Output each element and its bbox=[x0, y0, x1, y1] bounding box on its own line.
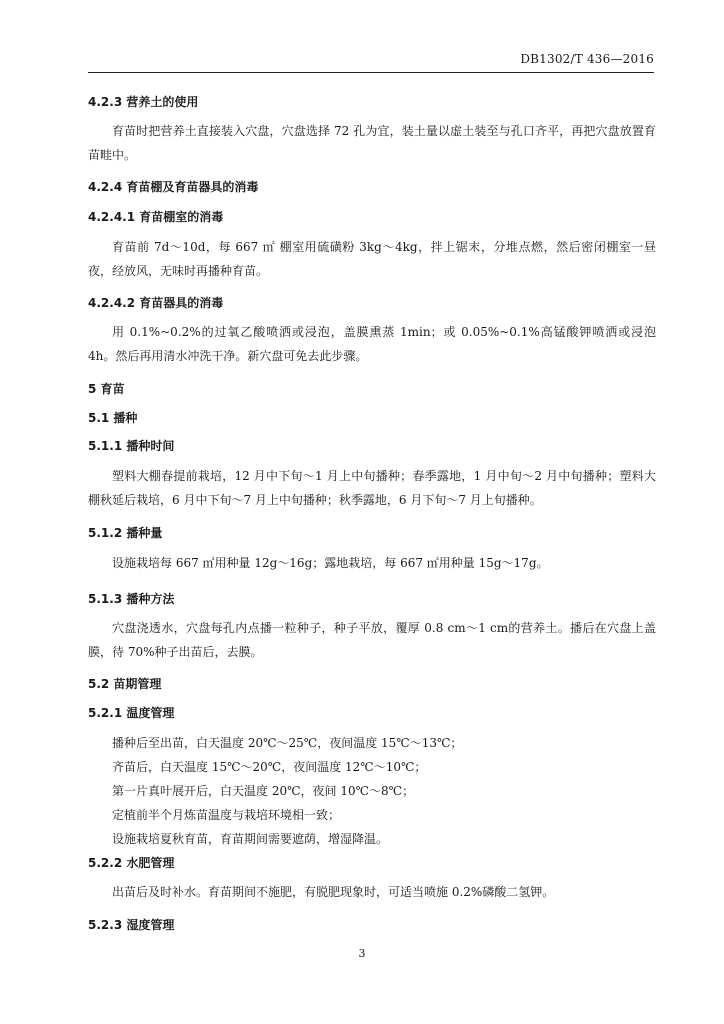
list-item: 第一片真叶展开后，白天温度 20℃，夜间 10℃～8℃； bbox=[112, 784, 415, 798]
heading-4-2-4: 4.2.4 育苗棚及育苗器具的消毒 bbox=[88, 180, 259, 194]
list-item: 定植前半个月炼苗温度与栽培环境相一致； bbox=[112, 808, 341, 822]
paragraph-5-1-1: 塑料大棚春提前栽培，12 月中下旬～1 月上中旬播种；春季露地，1 月中旬～2 月中旬播种；塑料大棚秋延后栽培，6 月中下旬～7 月上中旬播种；秋季露地，6 月下旬～7 月上旬播种。 bbox=[88, 469, 656, 507]
document-code: DB1302/T 436—2016 bbox=[520, 52, 654, 66]
page-number: 3 bbox=[358, 947, 366, 960]
heading-5-1: 5.1 播种 bbox=[88, 411, 138, 425]
paragraph-4-2-3: 育苗时把营养土直接装入穴盘，穴盘选择 72 孔为宜，装土量以虚土装至与孔口齐平，再把穴盘放置育苗畦中。 bbox=[88, 124, 656, 162]
list-item: 播种后至出苗，白天温度 20℃～25℃，夜间温度 15℃～13℃； bbox=[112, 736, 463, 750]
temperature-list bbox=[88, 731, 656, 851]
heading-4-2-4-2: 4.2.4.2 育苗器具的消毒 bbox=[88, 296, 224, 310]
heading-5-2-3: 5.2.3 湿度管理 bbox=[88, 918, 175, 932]
header-rule bbox=[88, 72, 654, 73]
paragraph-5-1-2: 设施栽培每 667 ㎡用种量 12g～16g；露地栽培，每 667 ㎡用种量 15g～17g。 bbox=[112, 556, 549, 570]
list-item: 设施栽培夏秋育苗，育苗期间需要遮荫，增湿降温。 bbox=[112, 832, 389, 846]
heading-5-2-2: 5.2.2 水肥管理 bbox=[88, 856, 175, 870]
heading-5-2: 5.2 苗期管理 bbox=[88, 677, 162, 691]
heading-5-2-1: 5.2.1 温度管理 bbox=[88, 706, 175, 720]
heading-4-2-4-1: 4.2.4.1 育苗棚室的消毒 bbox=[88, 210, 224, 224]
paragraph-4-2-4-1: 育苗前 7d～10d，每 667 ㎡ 棚室用硫磺粉 3kg～4kg，拌上锯末，分堆点燃，然后密闭棚室一昼夜，经放风，无味时再播种育苗。 bbox=[88, 240, 656, 278]
paragraph-5-2-2: 出苗后及时补水。育苗期间不施肥，有脱肥现象时，可适当喷施 0.2%磷酸二氢钾。 bbox=[112, 885, 555, 899]
heading-5: 5 育苗 bbox=[88, 382, 125, 396]
heading-4-2-3: 4.2.3 营养土的使用 bbox=[88, 95, 199, 109]
heading-5-1-1: 5.1.1 播种时间 bbox=[88, 439, 175, 453]
heading-5-1-3: 5.1.3 播种方法 bbox=[88, 592, 175, 606]
paragraph-4-2-4-2: 用 0.1%~0.2%的过氧乙酸喷洒或浸泡，盖膜熏蒸 1min；或 0.05%~0.1%高锰酸钾喷洒或浸泡 4h。然后再用清水冲洗干净。新穴盘可免去此步骤。 bbox=[88, 325, 656, 363]
heading-5-1-2: 5.1.2 播种量 bbox=[88, 526, 163, 540]
paragraph-5-1-3: 穴盘浇透水，穴盘每孔内点播一粒种子，种子平放，覆厚 0.8 cm～1 cm的营养土。播后在穴盘上盖膜，待 70%种子出苗后，去膜。 bbox=[88, 621, 656, 659]
list-item: 齐苗后，白天温度 15℃～20℃，夜间温度 12℃～10℃； bbox=[112, 760, 427, 774]
